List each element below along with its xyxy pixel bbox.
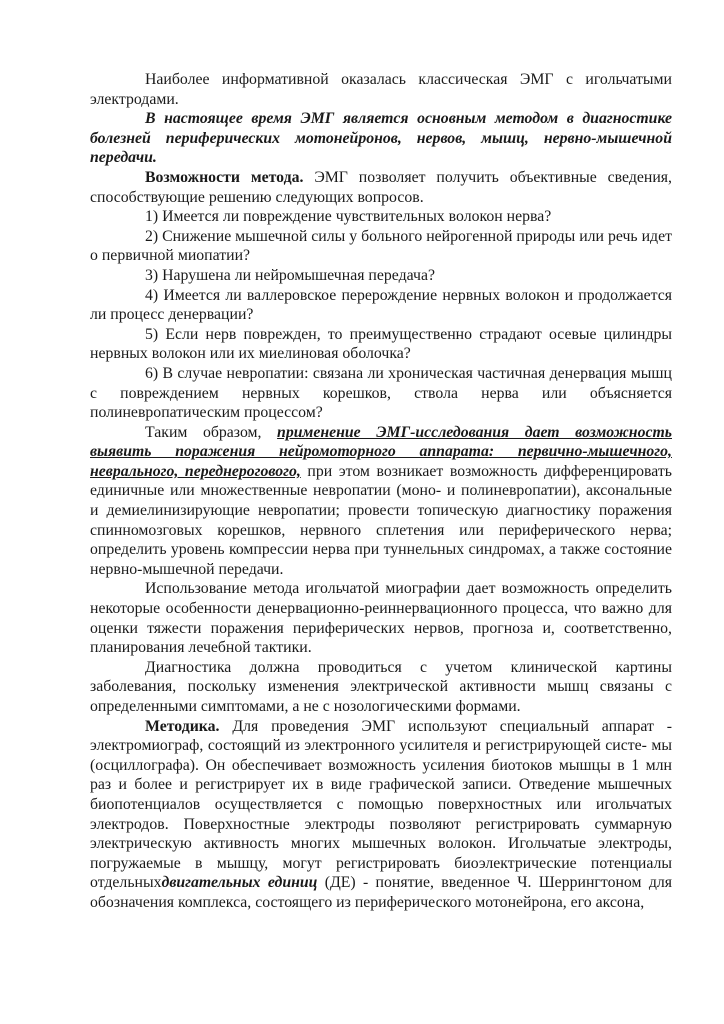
question-6: 6) В случае невропатии: связана ли хроническая частичная денервация мышц с повреждением нервных корешков, ствола нерва или объясняется полиневропатическим процессом? xyxy=(90,364,672,422)
question-2: 2) Снижение мышечной силы у больного нейрогенной природы или речь идет о первичной миопатии? xyxy=(90,227,672,265)
motor-units-term: двигательных единиц xyxy=(161,874,318,892)
paragraph-intro: Наиболее информативной оказалась классическая ЭМГ с игольчатыми электродами. xyxy=(90,71,672,108)
paragraph-needle-myography: Использование метода игольчатой миографии дает возможность определить некоторые особенности денервационно-реиннервационного процесса, что важно для оценки тяжести поражения периферических нервов, прогноза и, соответственно, планирования лечебной тактики. xyxy=(90,580,672,657)
heading-method-capabilities: Возможности метода. xyxy=(145,168,304,186)
paragraph-diagnostics: Диагностика должна проводиться с учетом клинической картины заболевания, поскольку изменения электрической активности мышц связаны с определенными симптомами, а не с нозологическими формами. xyxy=(90,658,672,715)
paragraph-conclusion xyxy=(90,423,672,580)
question-1: 1) Имеется ли повреждение чувствительных волокон нерва? xyxy=(145,208,552,226)
paragraph-methodology xyxy=(90,717,672,913)
method-capabilities-text: ЭМГ позволяет получить объективные сведения, способствующие решению следующих вопросов. xyxy=(90,168,673,206)
conclusion-rest: при этом возникает возможность дифференцировать единичные или множественные невропатии (моно- и полиневропатии), аксональные и демиелинизирующие невропатии; провести топическую диагностику поражения спинномозговых корешков, нервного сплетения или периферического нерва; определить уровень компрессии нерва при туннельных синдромах, а также состояние нервно-мышечной передачи. xyxy=(90,462,672,578)
question-3: 3) Нарушена ли нейромышечная передача? xyxy=(145,266,435,284)
heading-methodology: Методика. xyxy=(145,717,220,735)
question-4: 4) Имеется ли валлеровское перерождение нервных волокон и продолжается ли процесс денервации? xyxy=(90,286,672,324)
methodology-end: (ДЕ) - понятие, введенное Ч. Шеррингтоном для обозначения комплекса, состоящего из периферического мотонейрона, его аксона, xyxy=(90,874,673,911)
methodology-text: Для проведения ЭМГ используют специальный аппарат - электромиограф, состоящий из электронного усилителя и регистрирующей систе- мы (осциллографа). Он обеспечивает возможность усиления биотоков мышцы в 1 млн раз и более и регистрирует их в виде графической записи. Отведение мышечных биопотенциалов осуществляется с помощью поверхностных или игольчатых электродов. Поверхностные электроды позволяют регистрировать суммарную электрическую активность многих мышечных волокон. Игольчатые электроды, погружаемые в мышцу, могут регистрировать биоэлектрические потенциалы отдельных xyxy=(90,717,672,892)
paragraph-emg-main-method: В настоящее время ЭМГ является основным методом в диагностике болезней периферических мотонейронов, нервов, мышц, нервно-мышечной передачи. xyxy=(90,110,672,167)
paragraph-method-capabilities xyxy=(90,168,672,207)
conclusion-start: Таким образом, xyxy=(145,423,278,441)
question-5: 5) Если нерв поврежден, то преимущественно страдают осевые цилиндры нервных волокон или их миелиновая оболочка? xyxy=(90,325,672,363)
conclusion-emphasis: применение ЭМГ-исследования дает возможность выявить поражения нейромоторного аппарата: первично-мышечного, неврального, переднерогового, xyxy=(90,423,672,480)
